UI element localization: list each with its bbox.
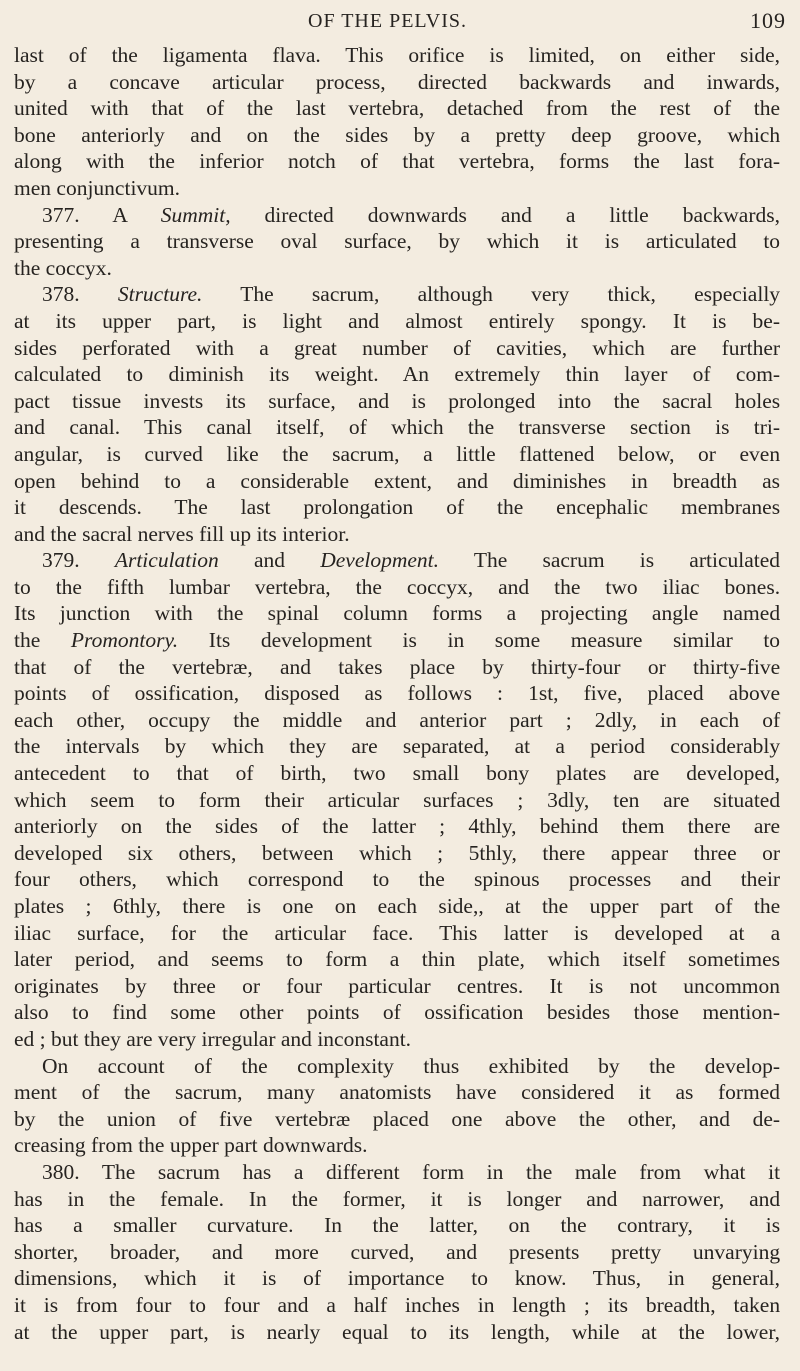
text-line: and canal. This canal itself, of which the transverse section is tri-: [14, 415, 781, 440]
text-line: the intervals by which they are separated, at a period considerably: [14, 734, 781, 759]
text-line: antecedent to that of birth, two small bony plates are developed,: [14, 761, 781, 786]
text-line: On account of the complexity thus exhibited by the develop-: [42, 1053, 781, 1078]
text-line: 378. Structure. The sacrum, although very thick, especially: [42, 282, 781, 307]
text-line: shorter, broader, and more curved, and presents pretty unvarying: [14, 1239, 781, 1264]
text-line: 377. A Summit, directed downwards and a little backwards,: [42, 202, 780, 227]
text-line: anteriorly on the sides of the latter ; 4thly, behind them there are: [14, 814, 781, 839]
text-line: ment of the sacrum, many anatomists have considered it as formed: [14, 1080, 781, 1105]
text-line: has a smaller curvature. In the latter, on the contrary, it is: [14, 1213, 781, 1238]
text-line: each other, occupy the middle and anterior part ; 2dly, in each of: [14, 707, 781, 732]
text-line: and the sacral nerves fill up its interior.: [14, 521, 350, 546]
text-line: by a concave articular process, directed backwards and inwards,: [14, 69, 781, 94]
text-line: points of ossification, disposed as follows : 1st, five, placed above: [14, 681, 781, 706]
text-line: sides perforated with a great number of cavities, which are further: [14, 335, 781, 360]
text-line: the Promontory. Its development is in some measure similar to: [14, 628, 781, 653]
text-line: men conjunctivum.: [14, 175, 181, 200]
text-line: last of the ligamenta flava. This orifice is limited, on either side,: [14, 43, 781, 67]
text-line: iliac surface, for the articular face. This latter is developed at a: [14, 920, 781, 945]
text-line: bone anteriorly and on the sides by a pretty deep groove, which: [14, 122, 781, 147]
text-line: also to find some other points of ossification besides those mention-: [14, 1000, 781, 1025]
text-line: creasing from the upper part downwards.: [14, 1133, 368, 1158]
text-line: four others, which correspond to the spinous processes and their: [14, 867, 781, 892]
text-line: dimensions, which it is of importance to know. Thus, in general,: [14, 1266, 781, 1291]
text-line: by the union of five vertebræ placed one above the other, and de-: [14, 1106, 781, 1131]
text-line: at the upper part, is nearly equal to its length, while at the lower,: [14, 1319, 780, 1344]
text-line: open behind to a considerable extent, and diminishes in breadth as: [14, 468, 781, 493]
text-line: that of the vertebræ, and takes place by thirty-four or thirty-five: [14, 654, 781, 679]
text-line: united with that of the last vertebra, detached from the rest of the: [14, 96, 781, 121]
text-line: pact tissue invests its surface, and is prolonged into the sacral holes: [14, 388, 781, 413]
text-line: at its upper part, is light and almost entirely spongy. It is be-: [14, 308, 780, 333]
text-line: it descends. The last prolongation of the encephalic membranes: [14, 495, 781, 520]
text-line: it is from four to four and a half inches in length ; its breadth, taken: [14, 1292, 781, 1317]
text-line: plates ; 6thly, there is one on each side,, at the upper part of the: [14, 894, 781, 918]
text-line: developed six others, between which ; 5thly, there appear three or: [14, 840, 781, 865]
running-title: OF THE PELVIS.: [308, 10, 468, 32]
text-line: which seem to form their articular surfaces ; 3dly, ten are situated: [14, 787, 781, 812]
text-line: to the fifth lumbar vertebra, the coccyx, and the two iliac bones.: [14, 574, 781, 599]
text-line: calculated to diminish its weight. An extremely thin layer of com-: [14, 362, 781, 387]
text-line: 380. The sacrum has a different form in the male from what it: [42, 1159, 781, 1184]
text-line: the coccyx.: [14, 255, 112, 280]
text-line: originates by three or four particular centres. It is not uncommon: [14, 973, 781, 998]
text-line: presenting a transverse oval surface, by which it is articulated to: [14, 229, 781, 254]
text-line: has in the female. In the former, it is longer and narrower, and: [14, 1186, 781, 1211]
text-line: ed ; but they are very irregular and inconstant.: [14, 1026, 412, 1051]
body-text: [14, 42, 780, 1345]
page-number: 109: [750, 8, 786, 33]
text-line: Its junction with the spinal column forms a projecting angle named: [14, 601, 781, 626]
text-line: 379. Articulation and Development. The sacrum is articulated: [42, 548, 781, 573]
text-line: angular, is curved like the sacrum, a little flattened below, or even: [14, 441, 781, 466]
text-line: later period, and seems to form a thin plate, which itself sometimes: [14, 947, 780, 972]
running-head: [0, 6, 800, 40]
text-line: along with the inferior notch of that vertebra, forms the last fora-: [14, 149, 781, 174]
